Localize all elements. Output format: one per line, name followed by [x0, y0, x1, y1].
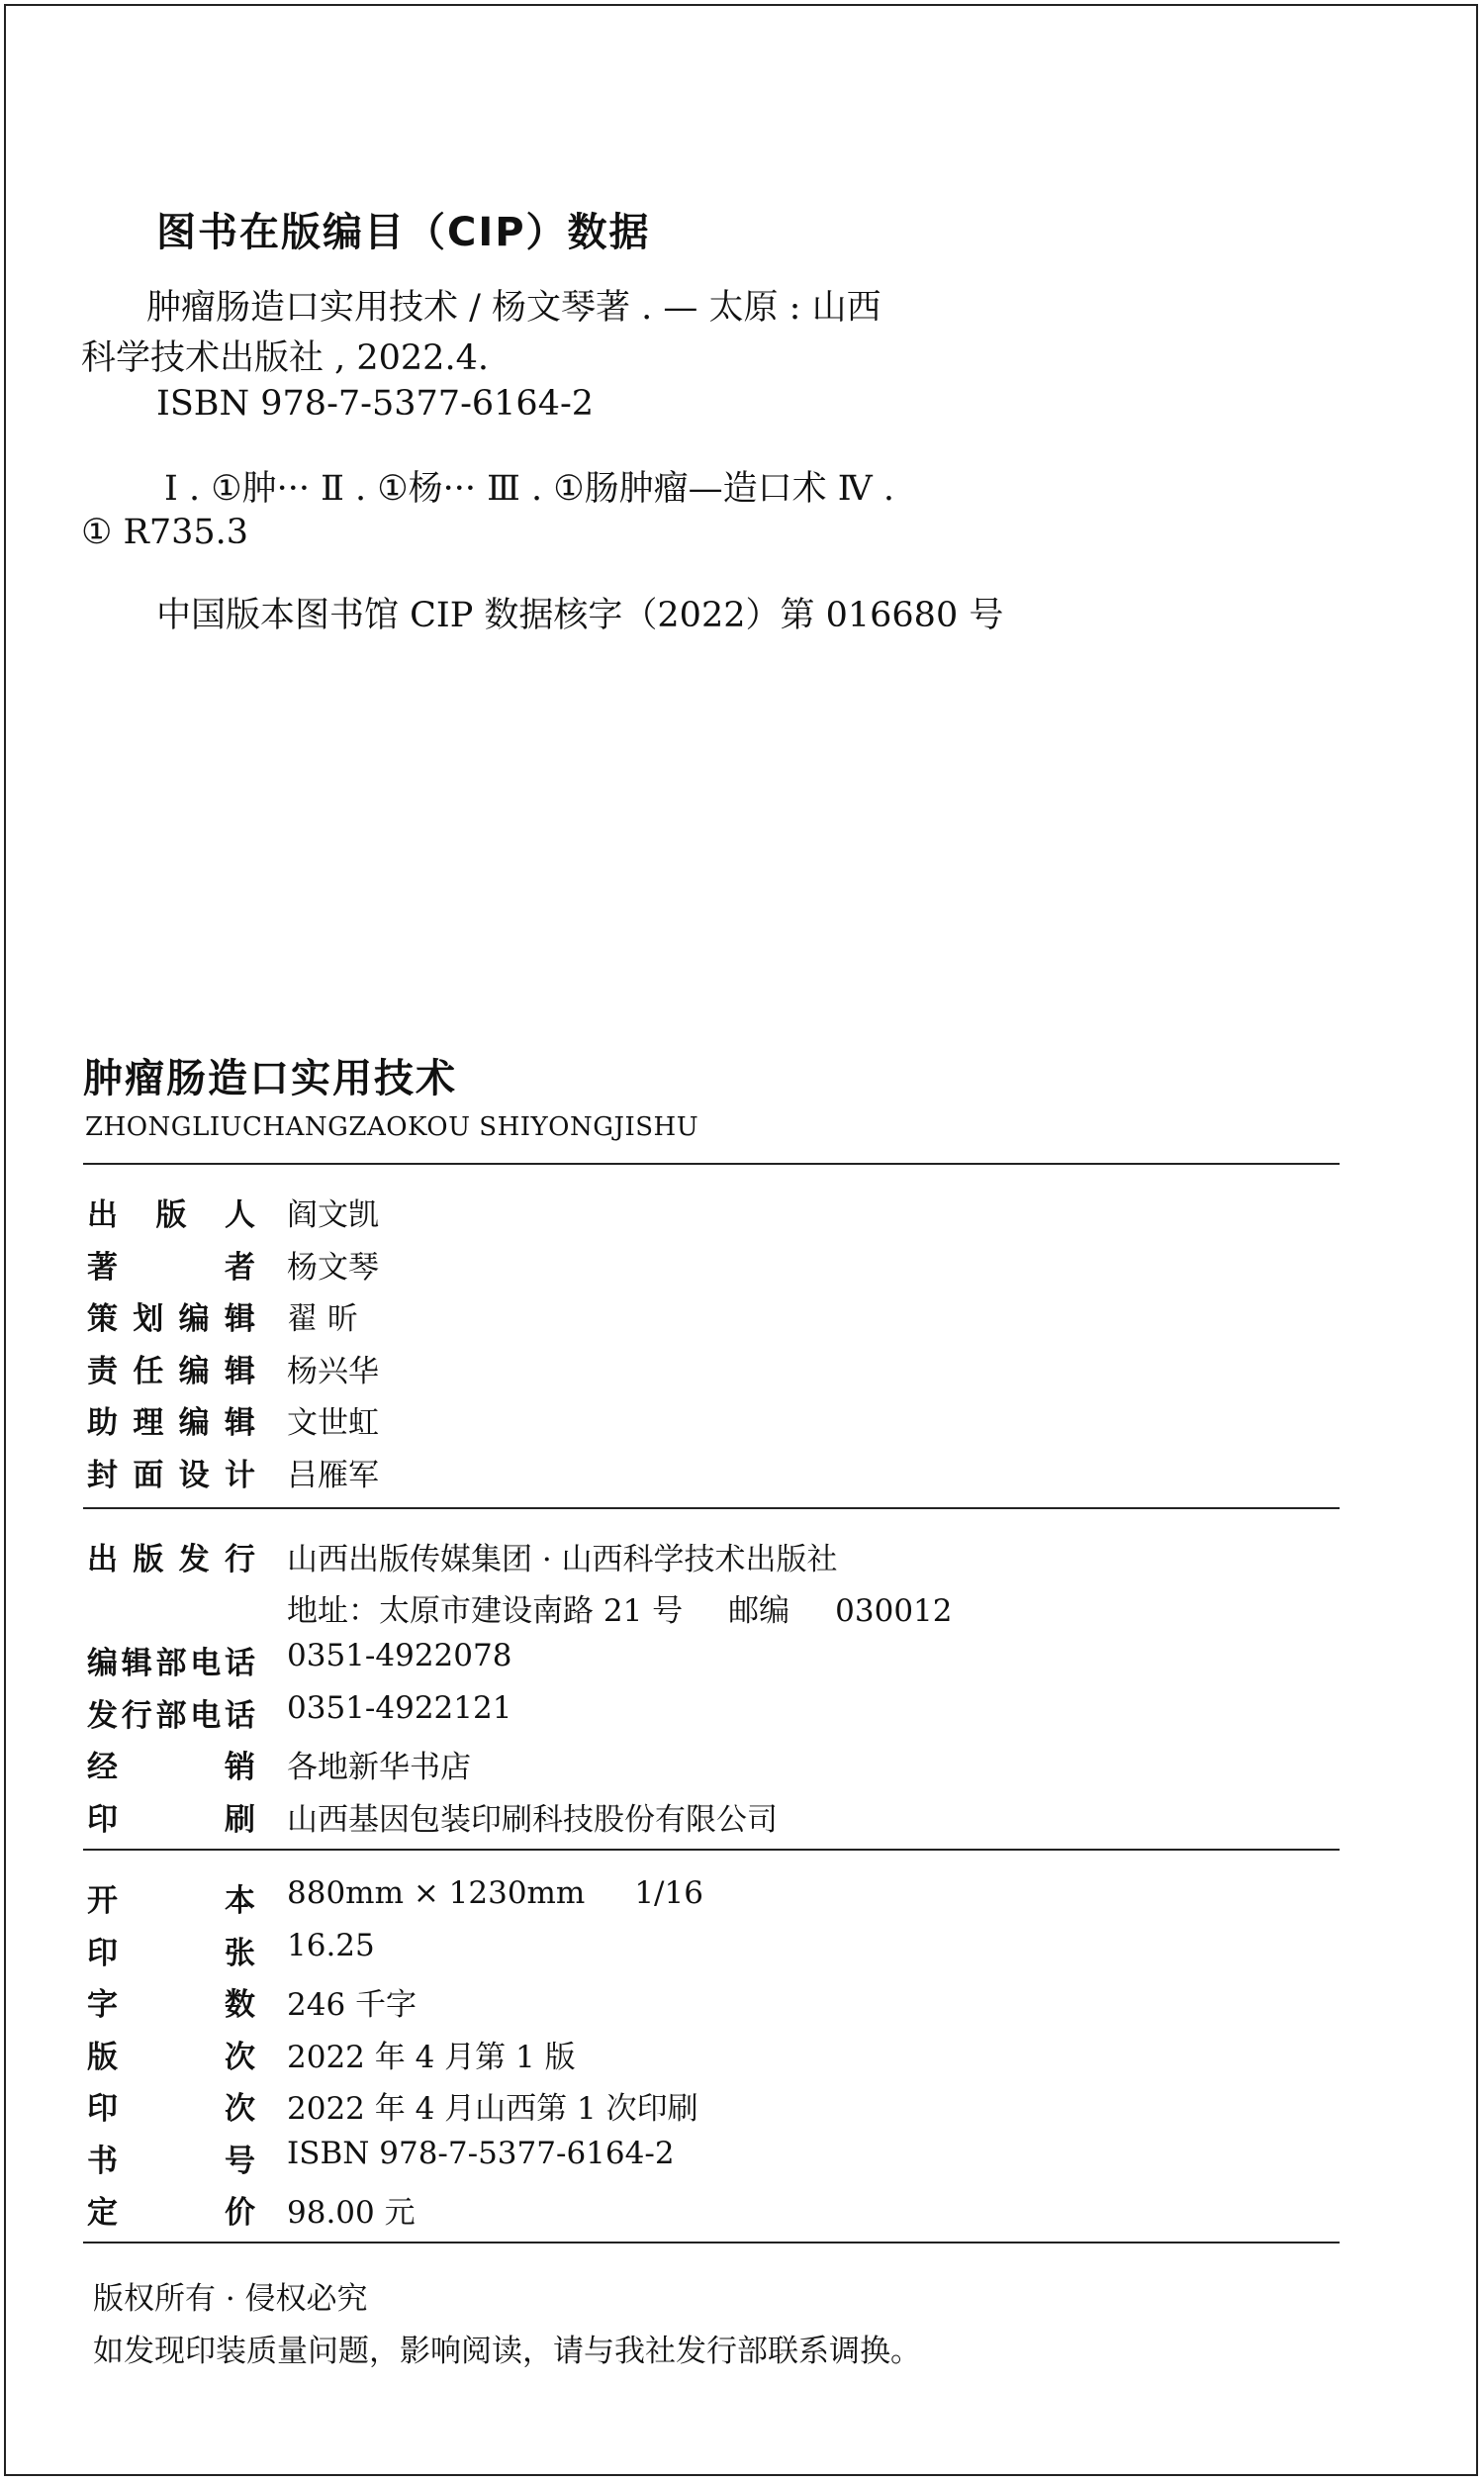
field-value: 吕雁军	[287, 1457, 379, 1493]
divider	[83, 1507, 1340, 1509]
cip-record-number: 中国版本图书馆 CIP 数据核字（2022）第 016680 号	[156, 596, 1004, 635]
field-label: 发 行 部 电 话	[87, 1698, 255, 1734]
field-label: 责 任 编 辑	[87, 1353, 255, 1389]
book-title-pinyin: ZHONGLIUCHANGZAOKOU SHIYONGJISHU	[85, 1112, 699, 1142]
field-label: 经 销	[87, 1750, 255, 1785]
publisher-name: 山西出版传媒集团 · 山西科学技术出版社	[287, 1542, 838, 1577]
distribution-phone: 0351-4922121	[287, 1690, 512, 1726]
field-value: 2022 年 4 月第 1 版	[287, 2039, 576, 2075]
field-value: 2022 年 4 月山西第 1 次印刷	[287, 2091, 698, 2127]
field-label: 策 划 编 辑	[87, 1301, 255, 1337]
postcode-label: 邮编	[728, 1593, 790, 1629]
field-value: 文世虹	[287, 1405, 379, 1441]
field-label: 印 刷	[87, 1802, 255, 1838]
field-extra: 1/16	[634, 1875, 703, 1911]
cip-isbn: ISBN 978-7-5377-6164-2	[156, 384, 595, 424]
publisher-address: 地址：太原市建设南路 21 号	[287, 1593, 684, 1629]
cip-line-2: 科学技术出版社 , 2022.4.	[81, 338, 489, 378]
divider	[83, 2242, 1340, 2243]
field-value: 16.25	[287, 1927, 375, 1963]
field-value: 杨文琴	[287, 1249, 379, 1286]
divider	[83, 1163, 1340, 1165]
postcode: 030012	[835, 1593, 953, 1629]
field-label: 书 号	[87, 2143, 255, 2179]
field-value: 880mm × 1230mm 1/16	[287, 1875, 703, 1911]
field-label: 封 面 设 计	[87, 1457, 255, 1493]
cip-line-1: 肿瘤肠造口实用技术 / 杨文琴著 . — 太原 : 山西	[146, 288, 881, 328]
field-label: 开 本	[87, 1883, 255, 1919]
field-label: 编 辑 部 电 话	[87, 1646, 255, 1681]
field-label: 出 版 发 行	[87, 1542, 255, 1577]
field-label: 印 次	[87, 2091, 255, 2127]
field-label: 著 者	[87, 1249, 255, 1286]
cip-class-number: ① R735.3	[81, 513, 249, 552]
field-label: 印 张	[87, 1935, 255, 1971]
field-value: 98.00 元	[287, 2195, 416, 2231]
field-label: 定 价	[87, 2195, 255, 2231]
book-title: 肿瘤肠造口实用技术	[83, 1056, 457, 1101]
field-value: 246 千字	[287, 1987, 417, 2023]
field-value	[287, 1585, 953, 1630]
field-value: 翟 昕	[287, 1301, 358, 1337]
field-label: 版 次	[87, 2039, 255, 2075]
editorial-phone: 0351-4922078	[287, 1638, 512, 1673]
printer: 山西基因包装印刷科技股份有限公司	[287, 1802, 778, 1838]
cip-classification: Ⅰ . ①肿··· Ⅱ . ①杨··· Ⅲ . ①肠肿瘤—造口术 Ⅳ .	[164, 469, 894, 509]
field-value: 阎文凯	[287, 1197, 379, 1233]
distributor: 各地新华书店	[287, 1750, 471, 1785]
field-value: ISBN 978-7-5377-6164-2	[287, 2135, 675, 2171]
field-value: 杨兴华	[287, 1353, 379, 1389]
cip-title: 图书在版编目（CIP）数据	[156, 210, 651, 255]
quality-notice: 如发现印装质量问题，影响阅读，请与我社发行部联系调换。	[93, 2334, 921, 2369]
copyright-notice: 版权所有 · 侵权必究	[93, 2281, 368, 2317]
divider	[83, 1849, 1340, 1851]
field-label: 出 版 人	[87, 1197, 255, 1233]
field-label: 字 数	[87, 1987, 255, 2023]
field-label: 助 理 编 辑	[87, 1405, 255, 1441]
